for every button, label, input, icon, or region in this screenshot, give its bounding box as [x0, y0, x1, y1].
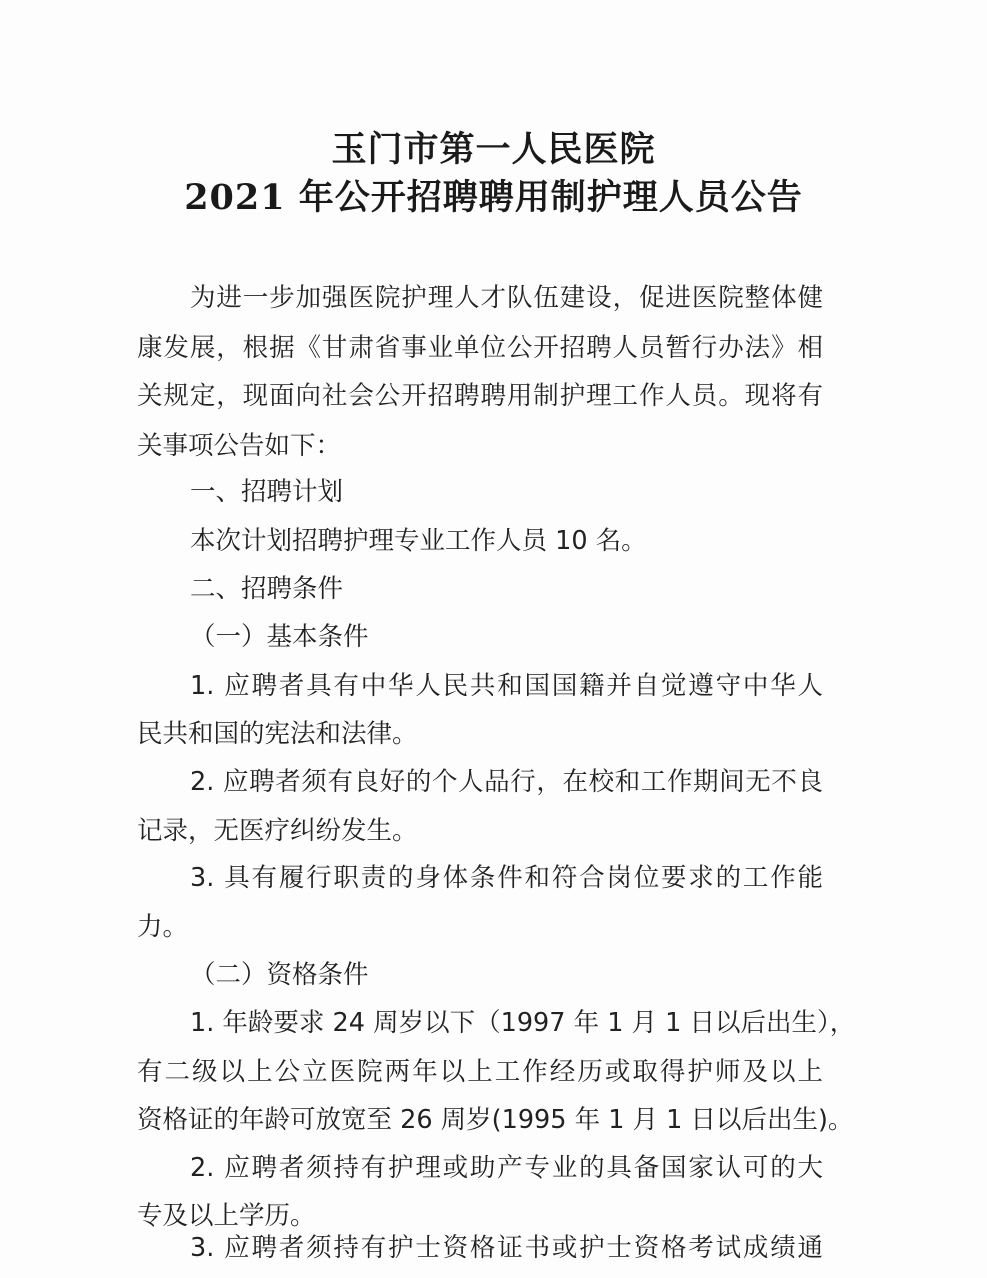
subsection-heading: （二）资格条件 — [190, 960, 369, 990]
list-item-line: 1. 年龄要求 24 周岁以下（1997 年 1 月 1 日以后出生）， — [190, 1008, 856, 1038]
intro-line: 康发展，根据《甘肃省事业单位公开招聘人员暂行办法》相 — [137, 333, 823, 363]
list-item-line: 3. 具有履行职责的身体条件和符合岗位要求的工作能 — [190, 863, 823, 893]
list-item-line: 资格证的年龄可放宽至 26 周岁(1995 年 1 月 1 日以后出生)。 — [137, 1105, 854, 1135]
list-item-line: 力。 — [137, 912, 189, 942]
section-heading: 一、招聘计划 — [190, 477, 344, 507]
list-item-line: 民共和国的宪法和法律。 — [137, 719, 418, 749]
section-heading: 二、招聘条件 — [190, 574, 344, 604]
paragraph-line: 本次计划招聘护理专业工作人员 10 名。 — [190, 526, 647, 556]
subsection-heading: （一）基本条件 — [190, 622, 369, 652]
list-item-line: 3. 应聘者须持有护士资格证书或护士资格考试成绩通 — [190, 1233, 823, 1263]
list-item-line: 2. 应聘者须持有护理或助产专业的具备国家认可的大 — [190, 1153, 823, 1183]
document-title-line1: 玉门市第一人民医院 — [331, 129, 656, 170]
list-item-line: 记录，无医疗纠纷发生。 — [137, 816, 418, 846]
list-item-line: 1. 应聘者具有中华人民共和国国籍并自觉遵守中华人 — [190, 671, 823, 701]
intro-line: 关规定，现面向社会公开招聘聘用制护理工作人员。现将有 — [137, 381, 823, 411]
intro-line: 关事项公告如下： — [137, 431, 342, 461]
document-title-line2: 2021 年公开招聘聘用制护理人员公告 — [184, 177, 803, 218]
intro-line: 为进一步加强医院护理人才队伍建设，促进医院整体健 — [190, 283, 823, 313]
list-item-line: 有二级以上公立医院两年以上工作经历或取得护师及以上 — [137, 1057, 823, 1087]
list-item-line: 2. 应聘者须有良好的个人品行，在校和工作期间无不良 — [190, 767, 823, 797]
list-item-line: 专及以上学历。 — [137, 1201, 316, 1231]
